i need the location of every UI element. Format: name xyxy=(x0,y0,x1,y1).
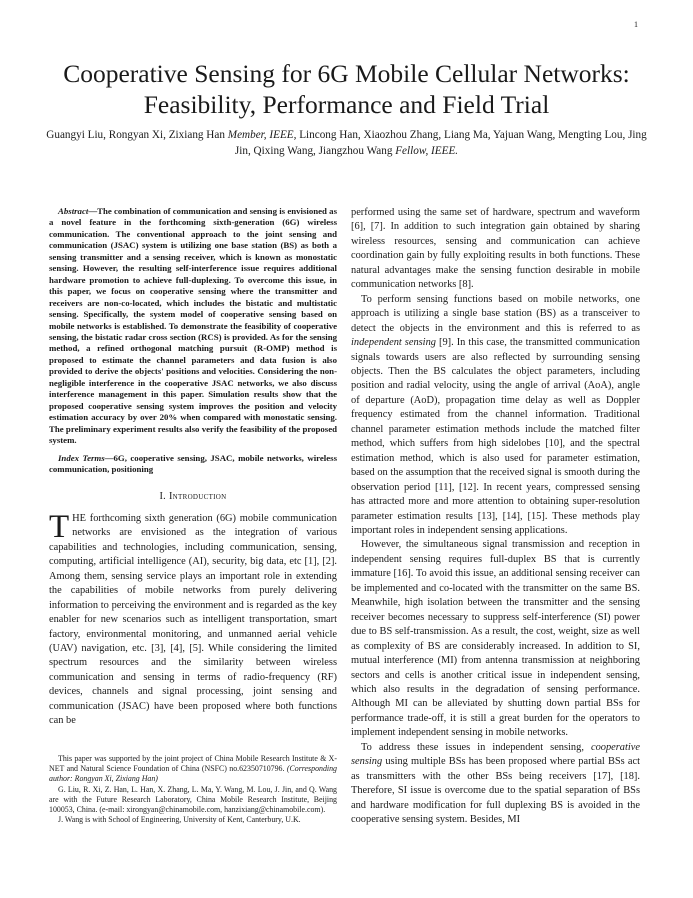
footnote-affiliation: G. Liu, R. Xi, Z. Han, L. Han, X. Zhang, L. Ma, Y. Wang, M. Lou, J. Jin, and Q. Wang are with the Future Research Laboratory, China Mobile Research Institute, Beijing 100053, China. (e-mail: xirongyan@chinamobile.com, hanzixiang@chinamobile.com). xyxy=(49,784,337,815)
paragraph-text: [9]. In this case, the transmitted communication signals towards users are also reflected by surrounding sensing objects. Then the BS calculates the object parameters, including position and radial velocity, using the angle of arrival (AoA), angle of departure (AoD), propagation time delay as well as Doppler frequency estimated from the channel information. Traditional channel parameter estimation methods include the matched filter method, which suffers from high sidelobes [10], and the spectral estimation method, which is also used for parameter estimation, based on the assumption that the received signal is smooth during the observation period [11], [12]. In recent years, compressed sensing has attracted more and more attention to obtaining super-resolution parameter estimation results [13], [14], [15]. These methods play important roles in independent sensing applications. xyxy=(351,337,640,536)
index-terms-label: Index Terms xyxy=(58,452,105,463)
paragraph: However, the simultaneous signal transmission and reception in independent sensing requires full-duplex BS that is currently immature [16]. To avoid this issue, an additional sensing receiver can be implemented and co-located with the transmitter on the same BS. Meanwhile, high isolation between the transmitter and the sensing receiver becomes necessary to suppress self-interference (SI) power due to BS self-transmission. As a result, the cost, weight, size as well as complexity of BS are considerably increased. In addition to SI, mutual interference (MI) from antenna transmission at neighboring sectors and cells is another critical issue in independent sensing, which also results in the degradation of sensing performance. Although MI can be alleviated by shutting down partial BSs for performance trade-off, it is still a great burden for the operators to implement independent sensing in mobile networks. xyxy=(351,539,640,739)
section-title: Introduction xyxy=(168,491,227,503)
footnotes xyxy=(49,754,337,825)
footnote-funding-text: This paper was supported by the joint project of China Mobile Research Institute & X-NET and Natural Science Foundation of China (NSFC) no.62350710796. xyxy=(49,754,337,774)
paragraph: performed using the same set of hardware, spectrum and waveform [6], [7]. In addition to such integration gain obtained by sharing wireless resources, sensing and communication can achieve coordination gain by fully exploiting results in both functions. These natural advantages make the sensing function desirable in mobile communication networks [8]. xyxy=(351,207,640,291)
footnote-funding xyxy=(49,754,337,785)
paragraph-text: To perform sensing functions based on mobile networks, one approach is utilizing a single base station (BS) as a transceiver to detect the objects in the environment and this is referred to as xyxy=(351,293,640,334)
emphasis: independent sensing xyxy=(351,337,436,349)
abstract xyxy=(49,206,337,447)
right-column xyxy=(351,206,640,827)
member-designation: Member, IEEE, xyxy=(227,129,297,141)
intro-text: HE forthcoming sixth generation (6G) mobile communication networks are envisioned as the integration of various capabilities and technologies, including communication, sensing, computing, artificial intelligence (AI), security, big data, etc [1], [2]. Among them, sensing service plays an important role in extending the capabilities of mobile networks from purely delivering information to perceiving the environment and is regarded as the key enabler for new scenarios such as intelligent transportation, smart factory, environmental monitoring, and unmanned aerial vehicle (UAV) navigation, etc. [3], [4], [5]. While considering the limited spectrum resources and the similarity between wireless communication and sensing in terms of radio-frequency (RF) devices, channels and signal processing, joint sensing and communication (JSAC) have been proposed where both functions can be xyxy=(49,512,337,727)
footnote-affiliation-kent: J. Wang is with School of Engineering, University of Kent, Canterbury, U.K. xyxy=(58,815,301,825)
abstract-label: Abstract xyxy=(58,206,89,216)
footnote-corresponding: (Corresponding author: Rongyan Xi, Zixiang Han) xyxy=(49,764,337,784)
paragraph xyxy=(351,741,640,828)
index-terms xyxy=(49,453,337,476)
paragraph-text: using multiple BSs has been proposed where partial BSs act as transmitters with the other BSs being receivers [17], [18]. Therefore, SI issue is overcome due to the spatial separation of BSs and hardware modification for full duplexing BS is avoided in the cooperative sensing system. Besides, MI xyxy=(351,756,640,826)
drop-cap: T xyxy=(49,508,70,545)
section-numeral: I. xyxy=(159,491,169,503)
abstract-text: —The combination of communication and sensing is envisioned as a novel feature in the forthcoming sixth-generation (6G) wireless communication. The conventional approach to the joint sensing and communication (JSAC) system is utilizing one base station (BS) as both a sensing transmitter and a sensing receiver, which is known as monostatic sensing. However, the resulting self-interference issue requires additional hardware promotion to achieve full-duplexing. To overcome this issue, in this paper, we focus on cooperative sensing where the transmitter and receivers are non-co-located, which includes the bistatic and multistatic sensing. Specifically, the system model of cooperative sensing based on mobile networks is established. To demonstrate the feasibility of cooperative sensing, the bistatic radar cross section (RCS) is provided. As for the sensing method, a refined orthogonal matching pursuit (R-OMP) method is proposed to estimate the channel parameters and data fusion is also provided to derive the objects' positions and velocities. Considering the non-negligible interference in the cooperative JSAC networks, we also discuss interference management in this paper. Simulation results show that the proposed cooperative sensing system improves the position and velocity estimation accuracy by over 20% when compared with monostatic sensing. The preliminary experiment results also verify the feasibility of the proposed system. xyxy=(49,206,337,446)
section-heading xyxy=(49,490,337,504)
author-list xyxy=(40,127,653,159)
authors-part-2: Lincong Han, Xiaozhou Zhang, Liang Ma, Yajuan Wang, Mengting Lou, Jing Jin, Qixing Wang, Jiangzhou Wang xyxy=(234,129,647,157)
page-number: 1 xyxy=(634,20,638,29)
fellow-designation: Fellow, IEEE. xyxy=(395,145,459,157)
paragraph-text: To address these issues in independent sensing, xyxy=(361,741,591,753)
paper-title: Cooperative Sensing for 6G Mobile Cellular Networks: Feasibility, Performance and Field Trial xyxy=(63,59,630,119)
authors-part-1: Guangyi Liu, Rongyan Xi, Zixiang Han xyxy=(46,129,228,141)
emphasis: cooperative sensing xyxy=(351,741,640,768)
left-column xyxy=(49,206,337,729)
index-terms-text: —6G, cooperative sensing, JSAC, mobile networks, wireless communication, positioning xyxy=(49,452,337,474)
paragraph xyxy=(351,293,640,539)
intro-paragraph xyxy=(49,508,337,729)
